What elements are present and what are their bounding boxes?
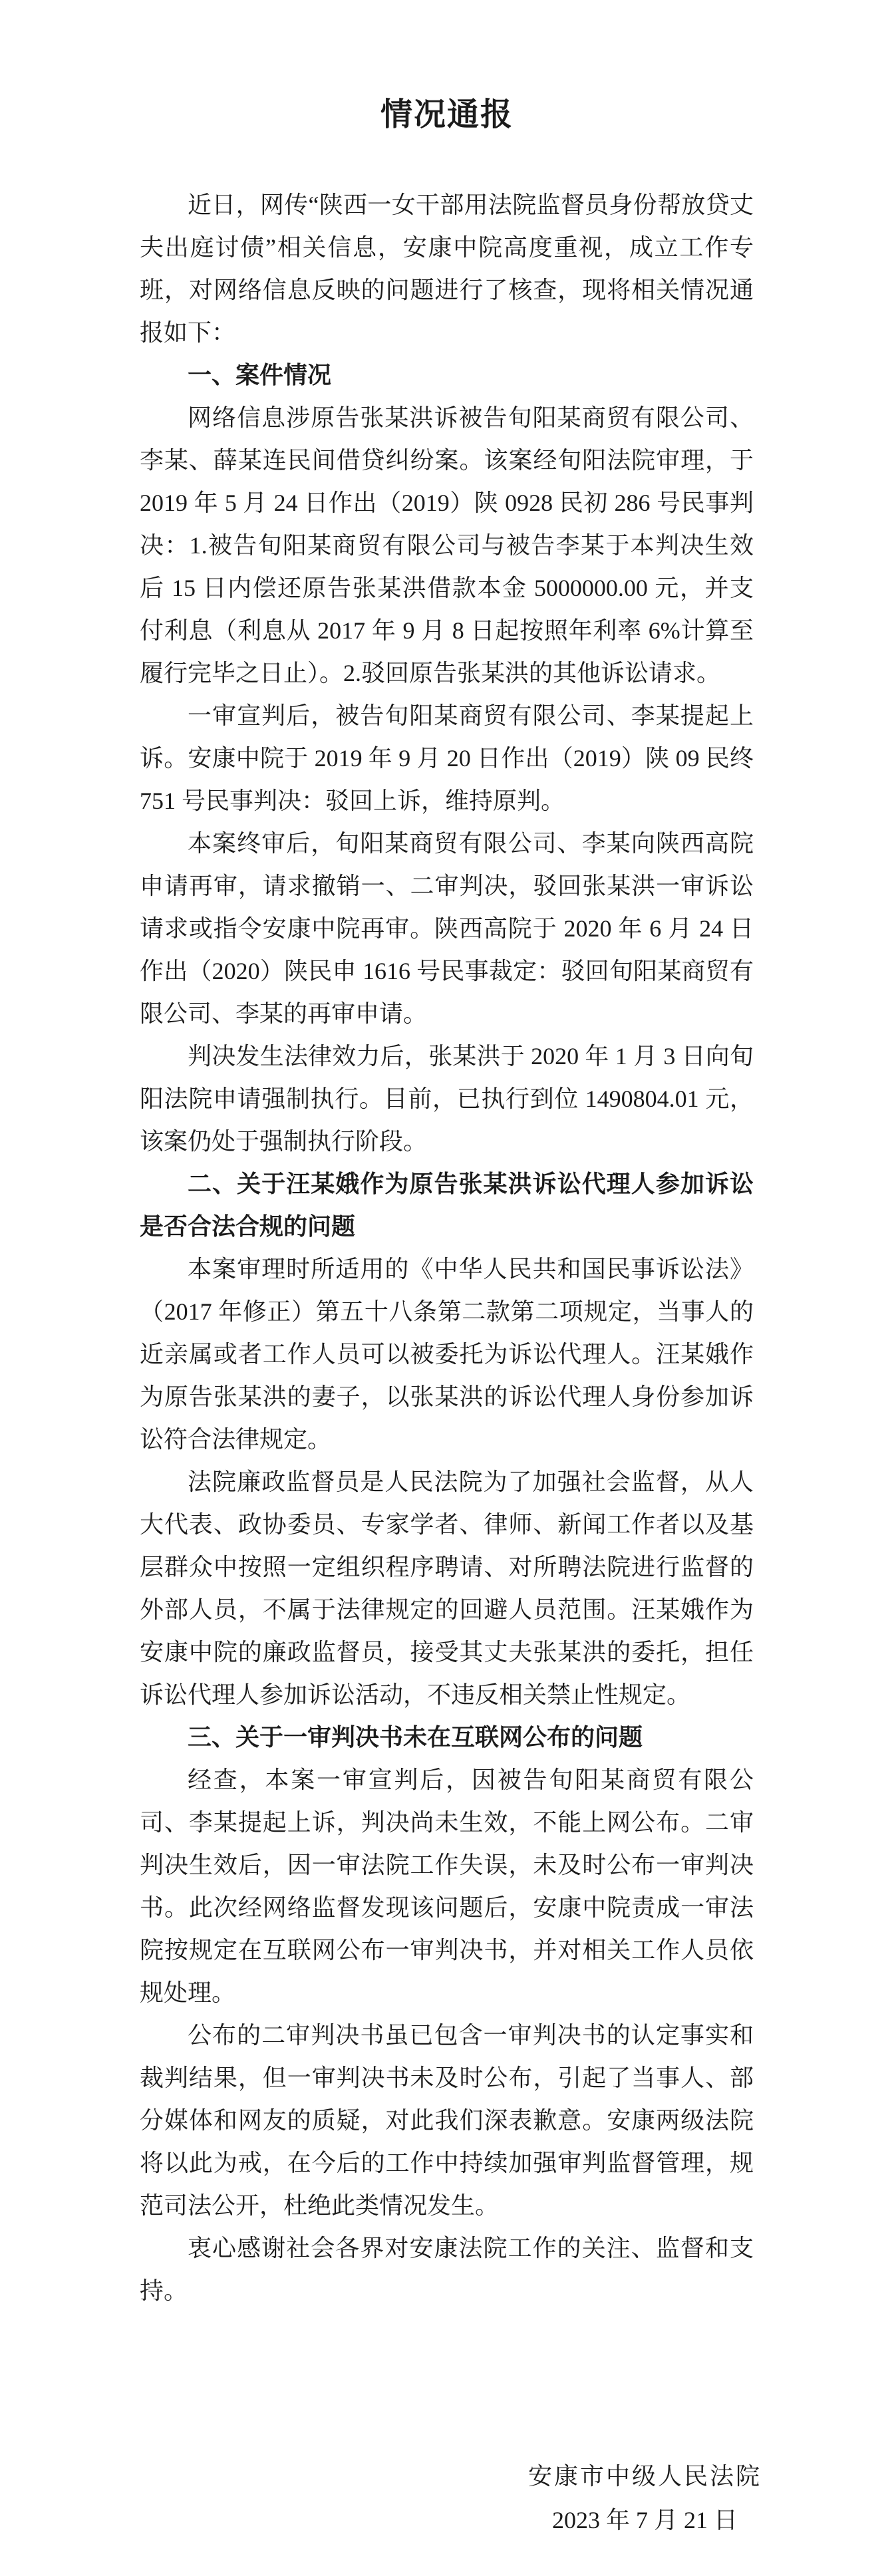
signature-inner xyxy=(528,2454,762,2542)
body-paragraph: 判决发生法律效力后，张某洪于 2020 年 1 月 3 日向旬阳法院申请强制执行。目前，已执行到位 1490804.01 元，该案仍处于强制执行阶段。 xyxy=(140,1043,754,1155)
page-title: 情况通报 xyxy=(380,97,514,132)
issue-date: 2023 年 7 月 21 日 xyxy=(551,2507,738,2533)
body-paragraph: 公布的二审判决书虽已包含一审判决书的认定事实和裁判结果，但一审判决书未及时公布，引起了当事人、部分媒体和网友的质疑，对此我们深表歉意。安康两级法院将以此为戒，在今后的工作中持续加强审判监督管理，规范司法公开，杜绝此类情况发生。 xyxy=(140,2022,754,2219)
body-paragraph: 衷心感谢社会各界对安康法院工作的关注、监督和支持。 xyxy=(140,2235,754,2304)
signature-block xyxy=(140,2454,762,2542)
body-paragraph: 本案审理时所适用的《中华人民共和国民事诉讼法》（2017 年修正）第五十八条第二款第二项规定，当事人的近亲属或者工作人员可以被委托为诉讼代理人。汪某娥作为原告张某洪的妻子，以张某洪的诉讼代理人身份参加诉讼符合法律规定。 xyxy=(140,1256,754,1453)
body-paragraph: 法院廉政监督员是人民法院为了加强社会监督，从人大代表、政协委员、专家学者、律师、新闻工作者以及基层群众中按照一定组织程序聘请、对所聘法院进行监督的外部人员，不属于法律规定的回避人员范围。汪某娥作为安康中院的廉政监督员，接受其丈夫张某洪的委托，担任诉讼代理人参加诉讼活动，不违反相关禁止性规定。 xyxy=(140,1469,754,1708)
issuing-court-name: 安康市中级人民法院 xyxy=(527,2463,762,2490)
document-body xyxy=(140,184,754,2312)
section-heading: 三、关于一审判决书未在互联网公布的问题 xyxy=(188,1723,643,1751)
body-paragraph: 网络信息涉原告张某洪诉被告旬阳某商贸有限公司、李某、薛某连民间借贷纠纷案。该案经旬阳法院审理，于 2019 年 5 月 24 日作出（2019）陕 0928 民初 286 号民事判决：1.被告旬阳某商贸有限公司与被告李某于本判决生效后 15 日内偿还原告张某洪借款本金 5000000.00 元，并支付利息（利息从 2017 年 9 月 8 日起按照年利率 6%计算至履行完毕之日止）。2.驳回原告张某洪的其他诉讼请求。 xyxy=(140,404,754,686)
section-heading: 一、案件情况 xyxy=(188,361,332,388)
body-paragraph: 近日，网传“陕西一女干部用法院监督员身份帮放贷丈夫出庭讨债”相关信息，安康中院高度重视，成立工作专班，对网络信息反映的问题进行了核查，现将相关情况通报如下： xyxy=(140,192,754,346)
body-paragraph: 一审宣判后，被告旬阳某商贸有限公司、李某提起上诉。安康中院于 2019 年 9 月 20 日作出（2019）陕 09 民终 751 号民事判决：驳回上诉，维持原判。 xyxy=(140,702,754,814)
section-heading: 二、关于汪某娥作为原告张某洪诉讼代理人参加诉讼是否合法合规的问题 xyxy=(140,1170,754,1240)
body-paragraph: 经查，本案一审宣判后，因被告旬阳某商贸有限公司、李某提起上诉，判决尚未生效，不能上网公布。二审判决生效后，因一审法院工作失误，未及时公布一审判决书。此次经网络监督发现该问题后，安康中院责成一审法院按规定在互联网公布一审判决书，并对相关工作人员依规处理。 xyxy=(140,1767,754,2006)
body-paragraph: 本案终审后，旬阳某商贸有限公司、李某向陕西高院申请再审，请求撤销一、二审判决，驳回张某洪一审诉讼请求或指令安康中院再审。陕西高院于 2020 年 6 月 24 日作出（2020）陕民申 1616 号民事裁定：驳回旬阳某商贸有限公司、李某的再审申请。 xyxy=(140,830,754,1027)
